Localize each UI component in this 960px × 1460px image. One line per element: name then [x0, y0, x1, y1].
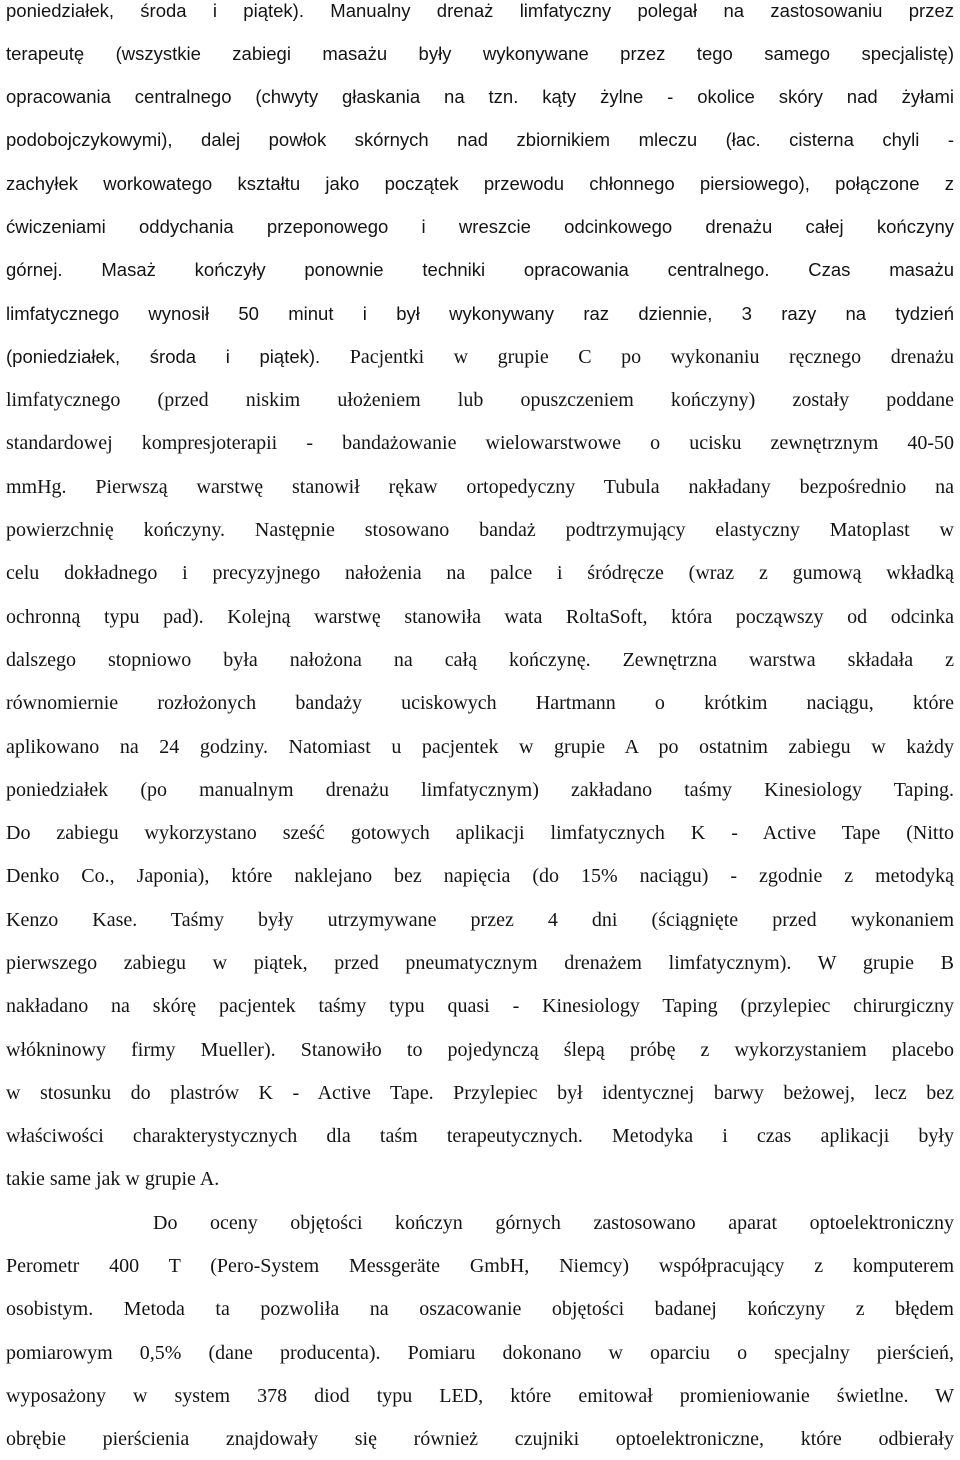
text-line: właściwości charakterystycznych dla taśm terapeutycznych. Metodyka i czas aplikacji były: [6, 1125, 954, 1147]
text-line: poniedziałek, środa i piątek). Manualny drenaż limfatyczny polegał na zastosowaniu przez: [6, 0, 954, 21]
text-line: terapeutę (wszystkie zabiegi masażu były wykonywane przez tego samego specjalistę): [6, 43, 954, 64]
text-line: obrębie pierścienia znajdowały się również czujniki optoelektroniczne, które odbierały: [6, 1428, 954, 1450]
text-line: mmHg. Pierwszą warstwę stanowił rękaw ortopedyczny Tubula nakładany bezpośrednio na: [6, 476, 954, 498]
text-line: nakładano na skórę pacjentek taśmy typu quasi - Kinesiology Taping (przylepiec chirurgiczny: [6, 995, 954, 1017]
text-line: powierzchnię kończyny. Następnie stosowano bandaż podtrzymujący elastyczny Matoplast w: [6, 519, 954, 541]
text-line: limfatycznego (przed niskim ułożeniem lub opuszczeniem kończyny) zostały poddane: [6, 389, 954, 411]
text-line: dalszego stopniowo była nałożona na całą kończynę. Zewnętrzna warstwa składała z: [6, 649, 954, 671]
text-line: Do oceny objętości kończyn górnych zastosowano aparat optoelektroniczny: [153, 1212, 954, 1234]
text-line: Perometr 400 T (Pero-System Messgeräte GmbH, Niemcy) współpracujący z komputerem: [6, 1255, 954, 1277]
text-line: wyposażony w system 378 diod typu LED, które emitował promieniowanie świetlne. W: [6, 1385, 954, 1407]
text-line: osobistym. Metoda ta pozwoliła na oszacowanie objętości badanej kończyny z błędem: [6, 1298, 954, 1320]
text-line: włókninowy firmy Mueller). Stanowiło to pojedynczą ślepą próbę z wykorzystaniem placebo: [6, 1039, 954, 1061]
text-line: opracowania centralnego (chwyty głaskania na tzn. kąty żylne - okolice skóry nad żyłami: [6, 86, 954, 107]
text-line: podobojczykowymi), dalej powłok skórnych nad zbiornikiem mleczu (łac. cisterna chyli -: [6, 129, 954, 150]
text-line: aplikowano na 24 godziny. Natomiast u pacjentek w grupie A po ostatnim zabiegu w każdy: [6, 736, 954, 758]
text-line: ochronną typu pad). Kolejną warstwę stanowiła wata RoltaSoft, która począwszy od odcinka: [6, 606, 954, 628]
text-line: górnej. Masaż kończyły ponownie techniki opracowania centralnego. Czas masażu: [6, 259, 954, 280]
text-line: limfatycznego wynosił 50 minut i był wykonywany raz dziennie, 3 razy na tydzień: [6, 303, 954, 324]
text-line: takie same jak w grupie A.: [6, 1168, 220, 1190]
text-line: Do zabiegu wykorzystano sześć gotowych aplikacji limfatycznych K - Active Tape (Nitto: [6, 822, 954, 844]
text-line: ćwiczeniami oddychania przeponowego i wreszcie odcinkowego drenażu całej kończyny: [6, 216, 954, 237]
text-line: pomiarowym 0,5% (dane producenta). Pomiaru dokonano w oparciu o specjalny pierścień,: [6, 1342, 954, 1364]
text-line: pierwszego zabiegu w piątek, przed pneumatycznym drenażem limfatycznym). W grupie B: [6, 952, 954, 974]
text-line: poniedziałek (po manualnym drenażu limfatycznym) zakładano taśmy Kinesiology Taping.: [6, 779, 954, 801]
text-line: Denko Co., Japonia), które naklejano bez napięcia (do 15% naciągu) - zgodnie z metodyką: [6, 865, 954, 887]
text-line: zachyłek workowatego kształtu jako początek przewodu chłonnego piersiowego), połączone z: [6, 173, 954, 194]
text-line: (poniedziałek, środa i piątek). Pacjentki w grupie C po wykonaniu ręcznego drenażu: [6, 346, 954, 368]
text-line: celu dokładnego i precyzyjnego nałożenia na palce i śródręcze (wraz z gumową wkładką: [6, 562, 954, 584]
text-line: w stosunku do plastrów K - Active Tape. Przylepiec był identycznej barwy beżowej, lecz bez: [6, 1082, 954, 1104]
text-line: Kenzo Kase. Taśmy były utrzymywane przez 4 dni (ściągnięte przed wykonaniem: [6, 909, 954, 931]
text-line: równomiernie rozłożonych bandaży uciskowych Hartmann o krótkim naciągu, które: [6, 692, 954, 714]
text-line: standardowej kompresjoterapii - bandażowanie wielowarstwowe o ucisku zewnętrznym 40-50: [6, 432, 954, 454]
